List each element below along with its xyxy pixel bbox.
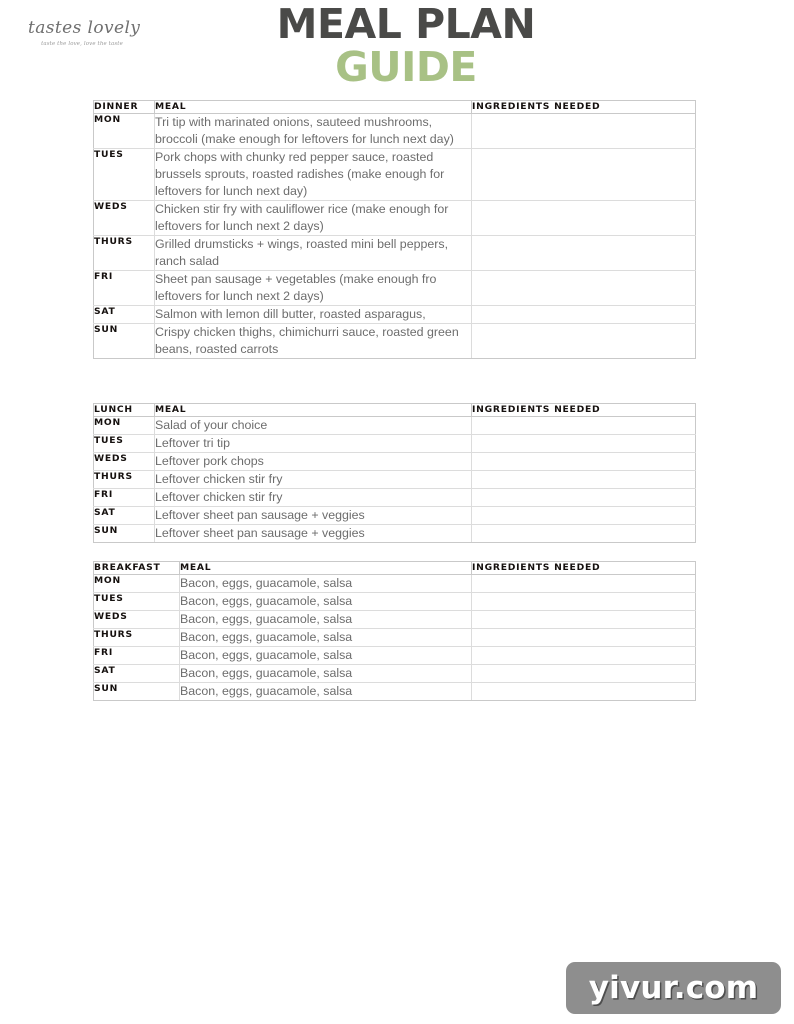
meal-description[interactable]: Leftover sheet pan sausage + veggies [155,507,472,525]
page-title [0,0,794,91]
day-label: WEDS [94,611,180,629]
meal-description[interactable]: Bacon, eggs, guacamole, salsa [180,629,472,647]
day-label: WEDS [94,201,155,236]
ingredients-cell[interactable] [472,489,696,507]
ingredients-cell[interactable] [472,593,696,611]
ingredients-cell[interactable] [472,417,696,435]
ingredients-cell[interactable] [472,435,696,453]
day-label: THURS [94,471,155,489]
ingredients-cell[interactable] [472,306,696,324]
table-row [94,471,696,489]
table-row [94,665,696,683]
page-title-secondary: GUIDE [335,43,477,91]
day-label: THURS [94,236,155,271]
day-label: TUES [94,149,155,201]
column-header-meal: MEAL [155,404,472,417]
column-header-meal: MEAL [155,101,472,114]
meal-description[interactable]: Sheet pan sausage + vegetables (make enough fro leftovers for lunch next 2 days) [155,271,472,306]
meal-description[interactable]: Leftover pork chops [155,453,472,471]
table-spacer [0,543,794,561]
table-row [94,611,696,629]
table-spacer [0,359,794,403]
day-label: SUN [94,683,180,701]
day-label: MON [94,114,155,149]
table-row [94,593,696,611]
meal-description[interactable]: Tri tip with marinated onions, sauteed mushrooms, broccoli (make enough for leftovers for lunch next day) [155,114,472,149]
table-row [94,629,696,647]
column-header-day: BREAKFAST [94,562,180,575]
day-label: THURS [94,629,180,647]
meal-description[interactable]: Bacon, eggs, guacamole, salsa [180,647,472,665]
column-header-ingredients: INGREDIENTS NEEDED [472,562,696,575]
meal-description[interactable]: Bacon, eggs, guacamole, salsa [180,575,472,593]
table-row [94,236,696,271]
table-row [94,507,696,525]
ingredients-cell[interactable] [472,201,696,236]
meal-description[interactable]: Bacon, eggs, guacamole, salsa [180,665,472,683]
brand-logo-name: tastes lovely [28,18,141,38]
table-row [94,683,696,701]
table-row [94,149,696,201]
ingredients-cell[interactable] [472,683,696,701]
ingredients-cell[interactable] [472,647,696,665]
column-header-meal: MEAL [180,562,472,575]
table-row [94,271,696,306]
meal-description[interactable]: Leftover sheet pan sausage + veggies [155,525,472,543]
ingredients-cell[interactable] [472,525,696,543]
day-label: SAT [94,665,180,683]
ingredients-cell[interactable] [472,149,696,201]
ingredients-cell[interactable] [472,453,696,471]
day-label: MON [94,417,155,435]
meal-description[interactable]: Salmon with lemon dill butter, roasted asparagus, [155,306,472,324]
table-header-row [94,562,696,575]
table-row [94,489,696,507]
brand-logo-tagline: taste the love, love the taste [41,41,123,47]
table-row [94,306,696,324]
table-header-row [94,404,696,417]
table-row [94,435,696,453]
meal-description[interactable]: Bacon, eggs, guacamole, salsa [180,593,472,611]
day-label: FRI [94,489,155,507]
table-row [94,575,696,593]
day-label: TUES [94,593,180,611]
meal-table-lunch [93,403,696,543]
ingredients-cell[interactable] [472,236,696,271]
meal-plan-tables [0,100,794,701]
table-row [94,525,696,543]
watermark-badge [566,962,781,1014]
column-header-day: LUNCH [94,404,155,417]
meal-table-dinner [93,100,696,359]
day-label: MON [94,575,180,593]
ingredients-cell[interactable] [472,629,696,647]
day-label: WEDS [94,453,155,471]
meal-description[interactable]: Leftover tri tip [155,435,472,453]
ingredients-cell[interactable] [472,324,696,359]
column-header-ingredients: INGREDIENTS NEEDED [472,404,696,417]
column-header-ingredients: INGREDIENTS NEEDED [472,101,696,114]
day-label: SAT [94,306,155,324]
meal-plan-sheet [0,100,794,701]
day-label: FRI [94,647,180,665]
ingredients-cell[interactable] [472,507,696,525]
meal-description[interactable]: Leftover chicken stir fry [155,489,472,507]
meal-description[interactable]: Pork chops with chunky red pepper sauce, roasted brussels sprouts, roasted radishes (make enough for leftovers for lunch next day) [155,149,472,201]
meal-description[interactable]: Bacon, eggs, guacamole, salsa [180,683,472,701]
page-header [0,0,794,100]
watermark-label: yivur.com [588,970,759,1006]
table-row [94,417,696,435]
day-label: SUN [94,525,155,543]
day-label: SAT [94,507,155,525]
meal-description[interactable]: Bacon, eggs, guacamole, salsa [180,611,472,629]
ingredients-cell[interactable] [472,665,696,683]
table-row [94,647,696,665]
table-header-row [94,101,696,114]
column-header-day: DINNER [94,101,155,114]
ingredients-cell[interactable] [472,471,696,489]
day-label: SUN [94,324,155,359]
meal-description[interactable]: Leftover chicken stir fry [155,471,472,489]
meal-description[interactable]: Salad of your choice [155,417,472,435]
page-title-primary: MEAL PLAN [276,0,536,48]
table-row [94,324,696,359]
day-label: TUES [94,435,155,453]
meal-description[interactable]: Grilled drumsticks + wings, roasted mini bell peppers, ranch salad [155,236,472,271]
meal-table-breakfast [93,561,696,701]
ingredients-cell[interactable] [472,611,696,629]
meal-description[interactable]: Crispy chicken thighs, chimichurri sauce, roasted green beans, roasted carrots [155,324,472,359]
meal-description[interactable]: Chicken stir fry with cauliflower rice (make enough for leftovers for lunch next 2 days) [155,201,472,236]
ingredients-cell[interactable] [472,271,696,306]
table-row [94,453,696,471]
table-row [94,201,696,236]
table-row [94,114,696,149]
ingredients-cell[interactable] [472,114,696,149]
ingredients-cell[interactable] [472,575,696,593]
day-label: FRI [94,271,155,306]
